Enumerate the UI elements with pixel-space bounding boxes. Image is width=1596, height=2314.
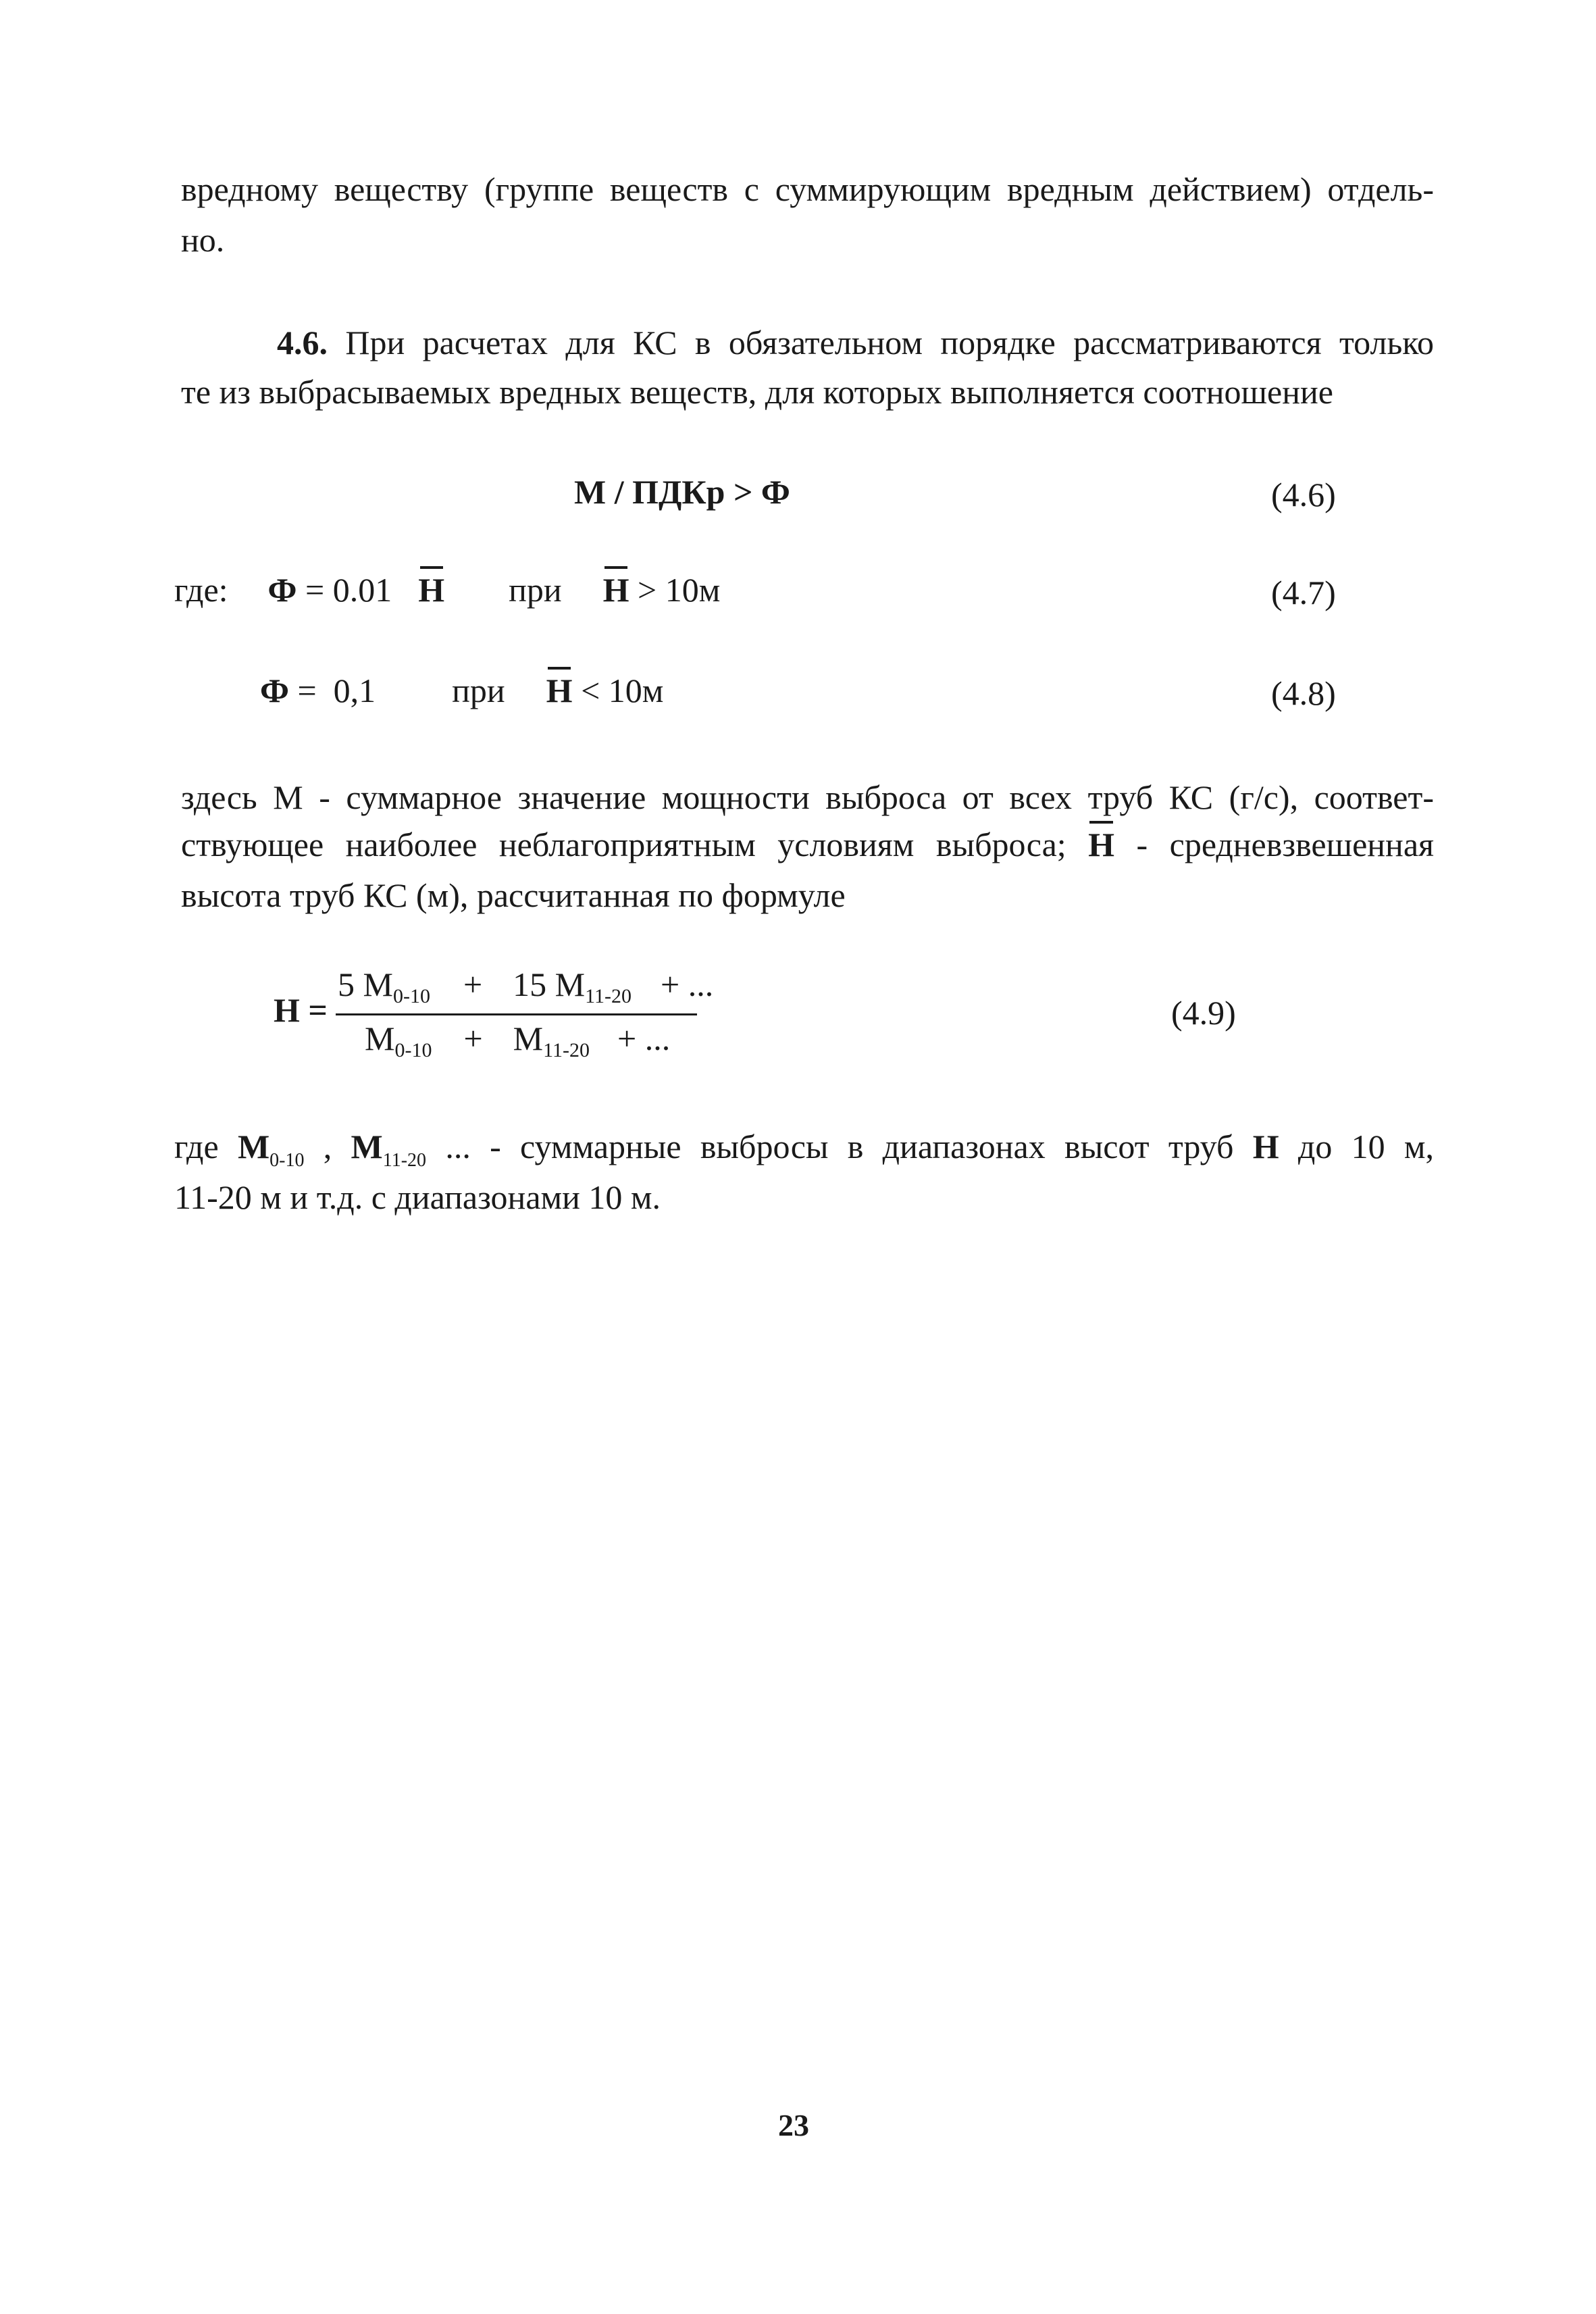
denominator-term-2: М xyxy=(513,1020,544,1057)
numerator-subscript-1: 0-10 xyxy=(392,985,430,1007)
explain-line-3: высота труб КС (м), рассчитанная по формуле xyxy=(181,876,846,914)
equation-4-9-numerator xyxy=(338,967,713,1007)
mean-height-symbol: Н xyxy=(418,571,445,609)
intro-line-1: вредному веществу (группе веществ с суммирующим вредным действием) отдель- xyxy=(181,170,1434,208)
closing-where: где xyxy=(174,1128,219,1165)
denominator-plus-1: + xyxy=(463,1020,483,1057)
equation-4-7 xyxy=(174,573,720,607)
condition-height-symbol: Н xyxy=(546,672,573,709)
closing-m1: М xyxy=(237,1128,270,1165)
closing-line-2: 11-20 м и т.д. с диапазонами 10 м. xyxy=(174,1178,661,1216)
explain-line-2-a: ствующее наиболее неблагоприятным условиям выброса; xyxy=(181,826,1066,863)
phi-symbol: Ф xyxy=(267,571,297,609)
closing-m2: М xyxy=(351,1128,383,1165)
phi-value: = 0,1 xyxy=(297,672,376,709)
condition-value: > 10м xyxy=(638,571,721,609)
numerator-plus-1: + xyxy=(463,965,483,1003)
section-number: 4.6. xyxy=(277,324,328,361)
condition-value: < 10м xyxy=(581,672,664,709)
denominator-term-1: М xyxy=(365,1020,395,1057)
closing-s1: 0-10 xyxy=(269,1150,305,1171)
closing-end: до 10 м, xyxy=(1297,1128,1435,1165)
explain-line-1: здесь М - суммарное значение мощности выброса от всех труб КС (г/с), соответ- xyxy=(181,778,1434,816)
equation-number-4-8: (4.8) xyxy=(1271,674,1336,712)
equation-4-8 xyxy=(260,674,663,707)
denominator-subscript-2: 11-20 xyxy=(543,1039,590,1061)
numerator-tail: + ... xyxy=(661,965,714,1003)
explain-line-2 xyxy=(181,828,1434,861)
section-4-6-line-1 xyxy=(277,326,1434,359)
numerator-term-1: 5 М xyxy=(338,965,393,1003)
phi-value: = 0.01 xyxy=(305,571,392,609)
denominator-tail: + ... xyxy=(617,1020,671,1057)
closing-s2: 11-20 xyxy=(382,1150,427,1171)
section-line-1-text: При расчетах для КС в обязательном порядке рассматриваются только xyxy=(345,324,1435,361)
equation-number-4-9: (4.9) xyxy=(1171,994,1236,1032)
numerator-term-2: 15 М xyxy=(513,965,586,1003)
closing-h: Н xyxy=(1252,1128,1279,1165)
closing-line-1 xyxy=(174,1130,1434,1170)
equation-number-4-6: (4.6) xyxy=(1271,476,1336,513)
phi-symbol: Ф xyxy=(260,672,289,709)
denominator-subscript-1: 0-10 xyxy=(394,1039,432,1061)
explain-line-2-b: - средневзвешенная xyxy=(1136,826,1435,863)
equation-4-9-denominator xyxy=(365,1022,670,1061)
intro-line-2: но. xyxy=(181,221,225,259)
section-4-6-line-2: те из выбрасываемых вредных веществ, для которых выполняется соотношение xyxy=(181,373,1333,411)
page-number: 23 xyxy=(778,2108,809,2142)
closing-rest: ... - суммарные выбросы в диапазонах высот труб xyxy=(445,1128,1234,1165)
condition-height-symbol: Н xyxy=(602,571,629,609)
fraction-bar xyxy=(336,1013,697,1015)
equation-4-6: М / ПДКр > Ф xyxy=(574,473,790,511)
numerator-subscript-2: 11-20 xyxy=(585,985,632,1007)
condition-word: при xyxy=(509,571,562,609)
closing-sep: , xyxy=(323,1128,332,1165)
equation-number-4-7: (4.7) xyxy=(1271,574,1336,611)
mean-height-symbol: Н xyxy=(1088,826,1115,863)
where-label: где: xyxy=(174,571,228,609)
condition-word: при xyxy=(452,672,505,709)
equation-4-9-lhs: Н = xyxy=(274,991,328,1029)
